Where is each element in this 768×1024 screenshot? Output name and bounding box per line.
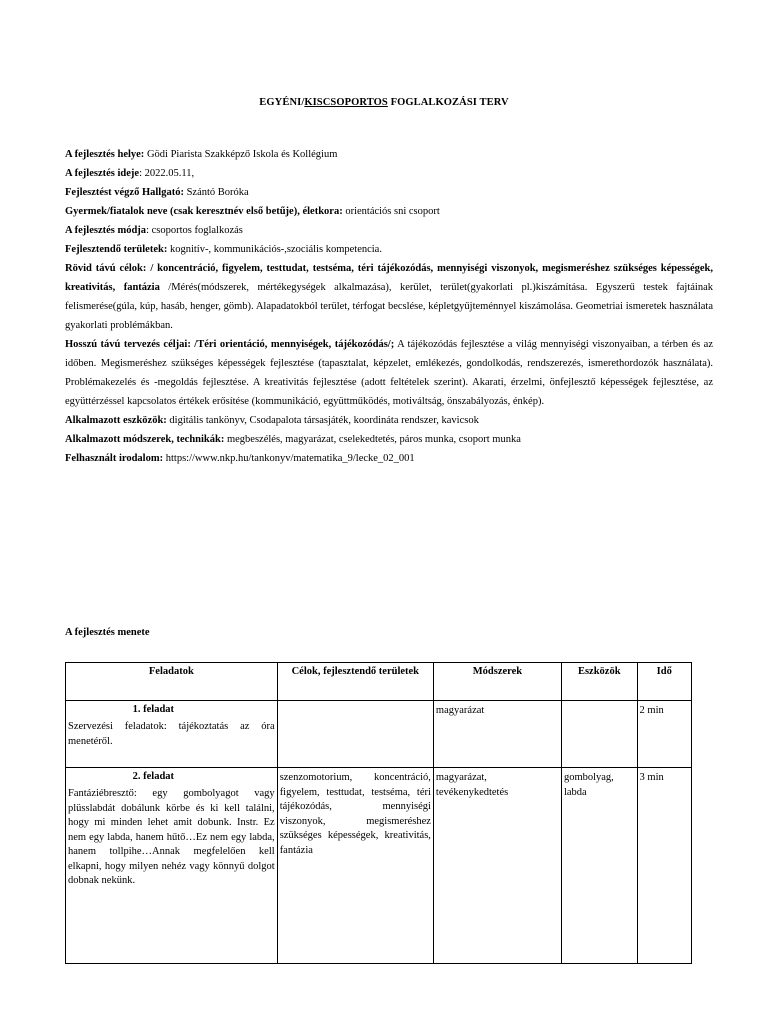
- field-tools: [65, 411, 713, 430]
- time-cell: 3 min: [637, 768, 691, 964]
- task-title: 1. feladat: [132, 704, 175, 715]
- time-cell: 2 min: [637, 701, 691, 768]
- tools-cell: [561, 701, 637, 768]
- field-methods: [65, 430, 713, 449]
- header-time: Idő: [637, 663, 691, 701]
- field-value: orientációs sni csoport: [342, 206, 440, 217]
- plan-fields: [65, 145, 713, 468]
- field-value: Szántó Boróka: [183, 187, 249, 198]
- field-mode: [65, 221, 713, 240]
- field-value: kognitív-, kommunikációs-,szociális kompetencia.: [167, 244, 382, 255]
- title-suffix: FOGLALKOZÁSI TERV: [387, 97, 509, 108]
- field-label: Fejlesztendő területek:: [65, 244, 168, 255]
- field-label: A fejlesztés helye:: [65, 149, 145, 160]
- field-short-goals: [65, 259, 713, 335]
- field-long-goals: [65, 335, 713, 411]
- document-title: [0, 97, 768, 108]
- tools-cell: gombolyag, labda: [561, 768, 637, 964]
- field-value: : csoportos foglalkozás: [146, 225, 243, 236]
- table-row: [66, 701, 692, 768]
- field-label: Fejlesztést végző Hallgató:: [65, 187, 184, 198]
- title-prefix: EGYÉNI/: [259, 97, 305, 108]
- field-value: digitális tankönyv, Csodapalota társasjáték, koordináta rendszer, kavicsok: [166, 415, 479, 426]
- plan-table: [65, 662, 692, 964]
- field-value: Gödi Piarista Szakképző Iskola és Kollégium: [144, 149, 338, 160]
- table-header-row: [66, 663, 692, 701]
- task-text: Szervezési feladatok: tájékoztatás az óra menetéről.: [68, 721, 275, 747]
- field-children: [65, 202, 713, 221]
- task-text: Fantáziébresztő: egy gombolyagot vagy plüsslabdát dobálunk körbe és ki kell találni, hogy mi minden lehet amit dobunk. Instr. Ez nem egy labda, hanem hűtő…Ez nem egy labda, hanem tollpihe…Annak megfelelően kell elkapni, hogy milyen nehéz vagy könnyű dolgot dobnak nekünk.: [68, 788, 275, 886]
- table-row: [66, 768, 692, 964]
- header-goals: Célok, fejlesztendő területek: [277, 663, 433, 701]
- field-value: : 2022.05.11,: [139, 168, 195, 179]
- field-value: megbeszélés, magyarázat, cselekedtetés, páros munka, csoport munka: [224, 434, 521, 445]
- field-label: Gyermek/fiatalok neve (csak keresztnév első betűje), életkora:: [65, 206, 343, 217]
- methods-cell: magyarázat, tevékenykedtetés: [433, 768, 561, 964]
- literature-link[interactable]: https://www.nkp.hu/tankonyv/matematika_9/lecke_02_001: [163, 453, 415, 464]
- field-label: A fejlesztés ideje: [65, 168, 140, 179]
- short-goals-label: Rövid távú célok: / koncentráció, figyelem, testtudat, testséma, téri tájékozódás, mennyiségi viszonyok, megismeréshez szükséges képességek, kreativitás, fantázia: [65, 263, 713, 293]
- long-goals-value: A tájékozódás fejlesztése a világ mennyiségi viszonyaiban, a térben és az időben. Megismeréshez szükséges képességek fejlesztése (tapasztalat, képzelet, emlékezés, gondolkodás, rendszerezés, ismerethordozók használata). Problémakezelés és -megoldás fejlesztése. A kreativitás fejlesztése (adott feltételek szerint). Akarati, érzelmi, önfejlesztő képességek fejlesztése, az együttérzéssel kapcsolatos értékek erősítése (kommunikáció, együttműködés, motiváltság, önszabályozás, énkép).: [65, 339, 713, 407]
- field-label: Felhasznált irodalom:: [65, 453, 164, 464]
- field-literature: [65, 449, 713, 468]
- goals-cell: szenzomotorium, koncentráció, figyelem, testtudat, testséma, téri tájékozódás, mennyiségi viszonyok, megismeréshez szükséges képességek, kreativitás, fantázia: [277, 768, 433, 964]
- header-tools: Eszközök: [561, 663, 637, 701]
- task-cell: [66, 701, 278, 768]
- methods-cell: magyarázat: [433, 701, 561, 768]
- header-tasks: Feladatok: [66, 663, 278, 701]
- field-place: [65, 145, 713, 164]
- field-student: [65, 183, 713, 202]
- header-methods: Módszerek: [433, 663, 561, 701]
- long-goals-label: Hosszú távú tervezés céljai: /Téri orientáció, mennyiségek, tájékozódás/;: [65, 339, 395, 350]
- title-underlined: KISCSOPORTOS: [304, 97, 388, 108]
- field-label: A fejlesztés módja: [65, 225, 147, 236]
- field-label: Alkalmazott eszközök:: [65, 415, 167, 426]
- task-cell: [66, 768, 278, 964]
- section-title: A fejlesztés menete: [65, 627, 150, 638]
- short-goals-value: /Mérés(módszerek, mértékegységek alkalmazása), kerület, terület(gyakorlati pl.)kiszámítása. Egyszerű testek fajtáinak felismerése(gúla, kúp, hasáb, henger, gömb). Alapadatokból terület, térfogat becslése, képletgyűjteménnyel kiszámolása. Geometriai ismeretek használata gyakorlati problémákban.: [65, 282, 713, 331]
- field-label: Alkalmazott módszerek, technikák:: [65, 434, 225, 445]
- field-areas: [65, 240, 713, 259]
- task-title: 2. feladat: [132, 771, 175, 782]
- field-date: [65, 164, 713, 183]
- goals-cell: [277, 701, 433, 768]
